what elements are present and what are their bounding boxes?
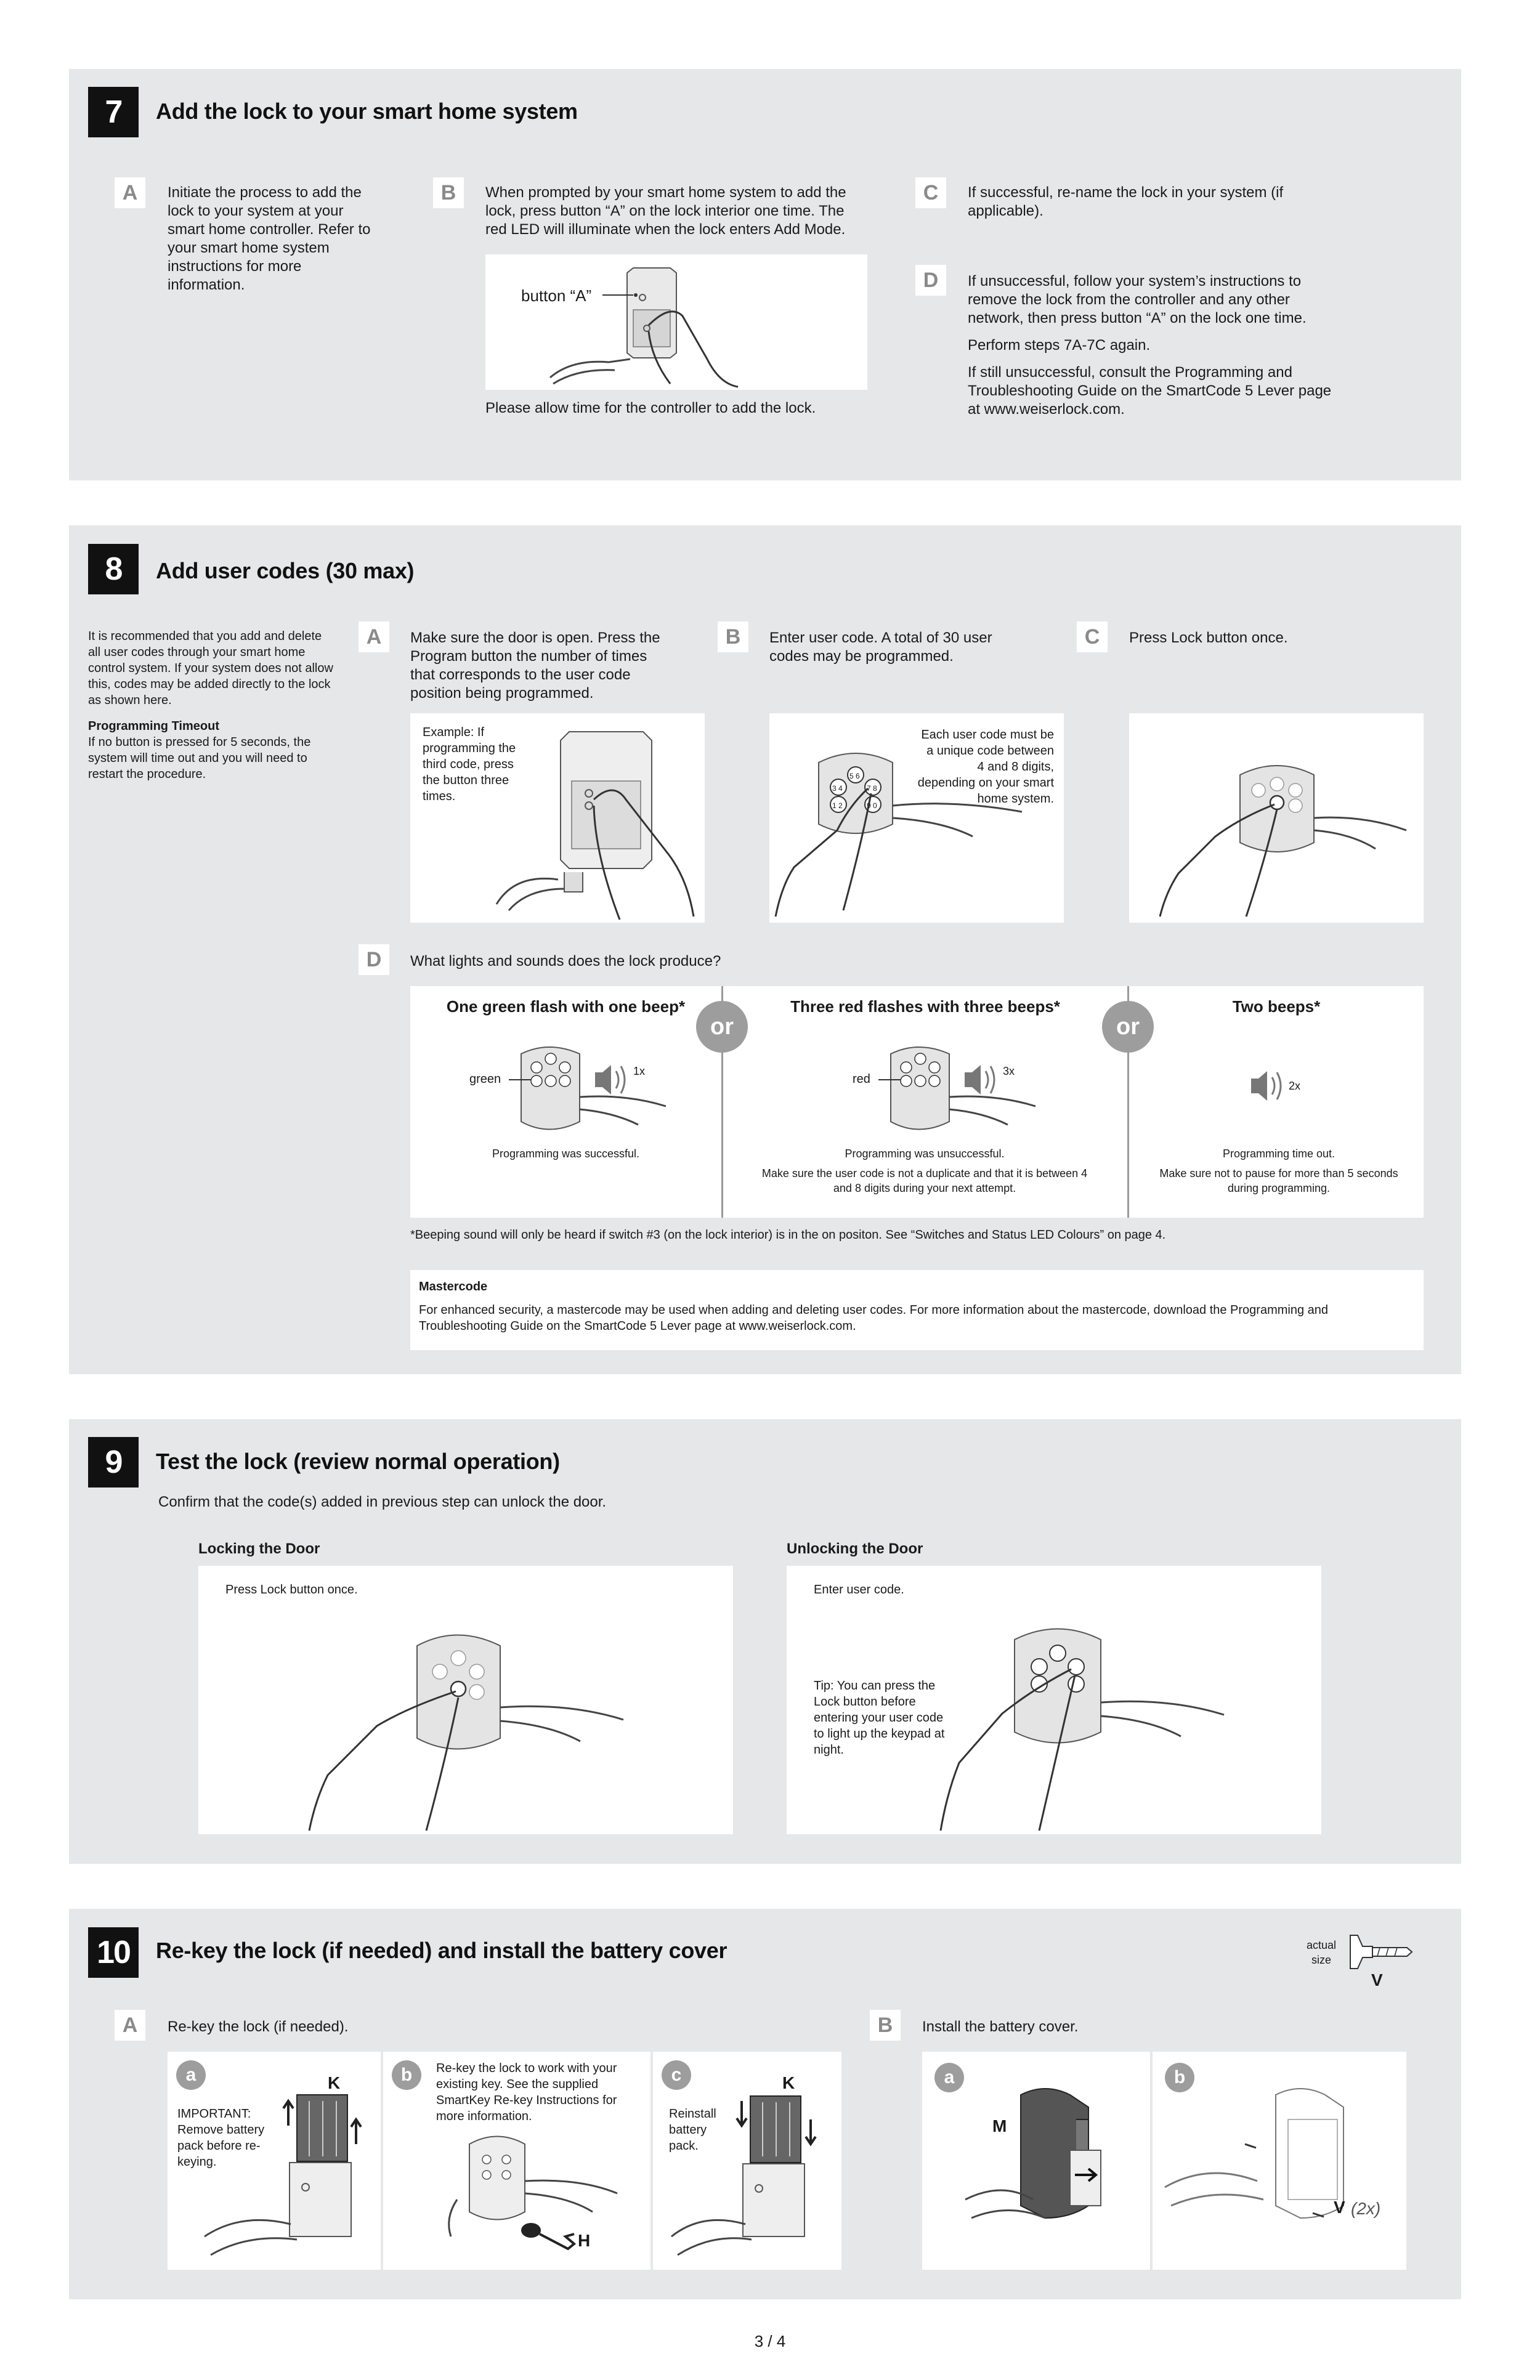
step-10a-text: Re-key the lock (if needed). bbox=[168, 2018, 349, 2035]
step-8c-text: Press Lock button once. bbox=[1129, 629, 1288, 646]
result-1-title: One green flash with one beep* bbox=[446, 997, 686, 1016]
step-8d-question: What lights and sounds does the lock produce? bbox=[410, 953, 721, 969]
result-3-beep-count: 2x bbox=[1289, 1080, 1301, 1092]
section-8-intro: It is recommended that you add and delete all user codes through your smart home control system. If your system does not allow this, codes may be added directly to the lock as shown here. bbox=[88, 629, 333, 707]
result-3-line-1: Programming time out. bbox=[1222, 1148, 1335, 1160]
step-8b-letter: B bbox=[718, 621, 748, 652]
programming-timeout-text: If no button is pressed for 5 seconds, the system will time out and you will need to restart the procedure. bbox=[88, 735, 311, 781]
step-7b-text: When prompted by your smart home system to add the lock, press button “A” on the lock interior one time. The red LED will illuminate when the lock enters Add Mode. bbox=[485, 184, 846, 238]
step-7b-letter: B bbox=[433, 177, 464, 208]
programming-timeout-title: Programming Timeout bbox=[88, 719, 219, 733]
battery-reinstall-drawing bbox=[653, 2052, 841, 2270]
result-2-title: Three red flashes with three beeps* bbox=[790, 997, 1060, 1016]
keypad-key-34: 3 4 bbox=[832, 784, 843, 793]
step-number-9: 9 bbox=[88, 1437, 139, 1488]
result-2-led-label: red bbox=[853, 1072, 870, 1086]
keypad-key-12: 1 2 bbox=[832, 801, 843, 810]
step-10a-c-text: Reinstall battery pack. bbox=[669, 2107, 716, 2153]
step-10b-letter: B bbox=[870, 2010, 901, 2041]
step-7d-paragraph-3: If still unsuccessful, consult the Programming and Troubleshooting Guide on the SmartCode 5 Lever page at www.weiserlock.com. bbox=[968, 364, 1332, 418]
rekey-tool-label-h: H bbox=[578, 2231, 591, 2250]
step-10a-panel-c bbox=[653, 2052, 841, 2270]
step-10b-panel-a bbox=[922, 2052, 1150, 2270]
battery-cover-label-m: M bbox=[992, 2116, 1007, 2135]
step-8d-letter: D bbox=[359, 944, 389, 975]
keypad-key-90: 9 0 bbox=[867, 801, 877, 810]
result-2-line-2: Make sure the user code is not a duplicate and that it is between 4 and 8 digits during your next attempt. bbox=[761, 1167, 1088, 1194]
step-8a-example: Example: If programming the third code, press the button three times. bbox=[423, 726, 516, 803]
step-8a-text: Make sure the door is open. Press the Program button the number of times that corresponds to the user code position being programmed. bbox=[410, 629, 660, 702]
keypad-key-56: 5 6 bbox=[849, 772, 860, 780]
unlocking-title: Unlocking the Door bbox=[787, 1540, 923, 1557]
section-9-title: Test the lock (review normal operation) bbox=[156, 1449, 560, 1474]
step-10b-text: Install the battery cover. bbox=[922, 2018, 1079, 2035]
mastercode-text: For enhanced security, a mastercode may be used when adding and deleting user codes. For more information about the mastercode, download the Programming and Troubleshooting Guide on the SmartCode 5 Lever page at www.weiserlock.com. bbox=[419, 1303, 1329, 1333]
step-7d-paragraph-1: If unsuccessful, follow your system’s instructions to remove the lock from the controller and any other network, then press button “A” on the lock one time. bbox=[968, 273, 1307, 326]
step-8b-note: Each user code must be a unique code between 4 and 8 digits, depending on your smart home system. bbox=[917, 728, 1054, 806]
step-7a-letter: A bbox=[115, 177, 145, 208]
step-10a-a-text: IMPORTANT: Remove battery pack before re-keying. bbox=[177, 2107, 265, 2169]
step-8a-letter: A bbox=[359, 621, 389, 652]
battery-pack-label-k: K bbox=[328, 2073, 341, 2092]
step-7b-caption: Please allow time for the controller to add the lock. bbox=[485, 400, 816, 416]
section-8-title: Add user codes (30 max) bbox=[156, 558, 415, 583]
step-8c-letter: C bbox=[1077, 621, 1108, 652]
unlocking-text: Enter user code. bbox=[814, 1583, 904, 1597]
beep-footnote: *Beeping sound will only be heard if switch #3 (on the lock interior) is in the on positon. See “Switches and Status LED Colours” on page 4. bbox=[410, 1228, 1166, 1242]
mastercode-title: Mastercode bbox=[419, 1280, 488, 1293]
step-10a-badge-b: b bbox=[392, 2060, 421, 2090]
or-badge-1: or bbox=[696, 1001, 748, 1053]
step-10a-panel-a bbox=[168, 2052, 381, 2270]
screw-label-v: V bbox=[1334, 2198, 1345, 2217]
locking-text: Press Lock button once. bbox=[225, 1583, 358, 1597]
actual-size-label: actual size bbox=[1306, 1939, 1337, 1966]
result-2-beep-count: 3x bbox=[1003, 1065, 1015, 1077]
step-number-10: 10 bbox=[88, 1927, 139, 1978]
battery-cover-screws-drawing bbox=[1153, 2052, 1406, 2270]
step-10b-badge-b: b bbox=[1165, 2063, 1194, 2092]
section-7-title: Add the lock to your smart home system bbox=[156, 99, 578, 124]
step-7c-letter: C bbox=[915, 177, 946, 208]
battery-removal-drawing bbox=[168, 2052, 381, 2270]
battery-pack-label-k-reinstall: K bbox=[782, 2073, 795, 2092]
step-10a-badge-a: a bbox=[176, 2060, 206, 2090]
or-badge-2: or bbox=[1102, 1001, 1154, 1053]
locking-title: Locking the Door bbox=[198, 1540, 320, 1557]
step-number-8: 8 bbox=[88, 544, 139, 594]
page-number: 3 / 4 bbox=[754, 2332, 786, 2350]
step-7d-paragraph-2: Perform steps 7A-7C again. bbox=[968, 337, 1151, 354]
result-2-line-1: Programming was unsuccessful. bbox=[845, 1148, 1005, 1160]
screw-quantity: (2x) bbox=[1351, 2199, 1381, 2218]
step-10b-badge-a: a bbox=[934, 2063, 964, 2092]
result-3-title: Two beeps* bbox=[1232, 997, 1321, 1016]
step-10a-badge-c: c bbox=[662, 2060, 691, 2090]
result-1-beep-count: 1x bbox=[633, 1065, 646, 1077]
keypad-key-78: 7 8 bbox=[867, 784, 877, 793]
rekey-drawing bbox=[383, 2052, 650, 2270]
step-10a-panel-b bbox=[383, 2052, 650, 2270]
result-1-line-1: Programming was successful. bbox=[492, 1148, 640, 1160]
button-a-callout: button “A” bbox=[521, 286, 592, 305]
step-10a-letter: A bbox=[115, 2010, 145, 2041]
step-10a-b-text: Re-key the lock to work with your existing key. See the supplied SmartKey Re-key Instructions for more information. bbox=[436, 2062, 617, 2123]
result-3-line-2: Make sure not to pause for more than 5 seconds during programming. bbox=[1159, 1167, 1398, 1194]
step-7c-text: If successful, re-name the lock in your system (if applicable). bbox=[968, 184, 1284, 219]
step-7d-letter: D bbox=[915, 265, 946, 296]
section-9-intro: Confirm that the code(s) added in previous step can unlock the door. bbox=[158, 1494, 607, 1510]
step-number-7: 7 bbox=[88, 87, 139, 137]
step-7a-text: Initiate the process to add the lock to your system at your smart home controller. Refer to your smart home system instructions for more information. bbox=[168, 184, 371, 293]
result-1-led-label: green bbox=[469, 1072, 501, 1086]
screw-label: V bbox=[1371, 1970, 1383, 1989]
unlocking-tip: Tip: You can press the Lock button before entering your user code to light up the keypad at night. bbox=[814, 1679, 945, 1757]
section-10-title: Re-key the lock (if needed) and install the battery cover bbox=[156, 1938, 727, 1963]
step-8b-text: Enter user code. A total of 30 user codes may be programmed. bbox=[769, 629, 992, 665]
battery-cover-install-drawing bbox=[922, 2052, 1150, 2270]
step-10b-panel-b bbox=[1153, 2052, 1406, 2270]
